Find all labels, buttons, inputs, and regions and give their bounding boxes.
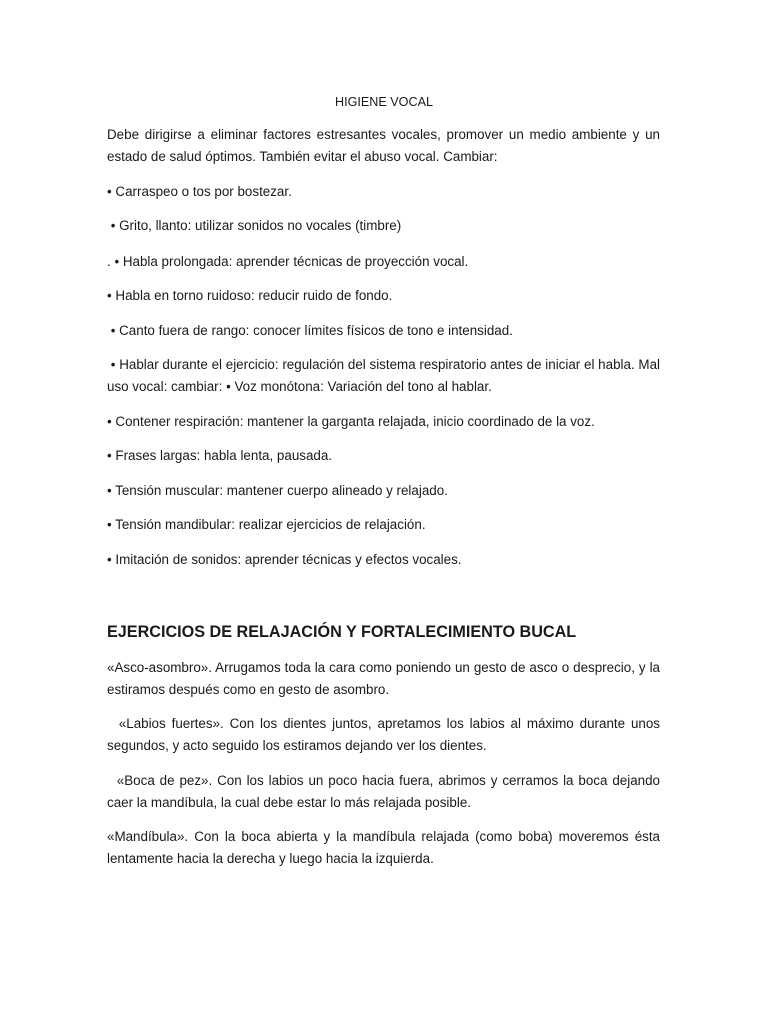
list-item: • Hablar durante el ejercicio: regulación del sistema respiratorio antes de iniciar el habla. Mal uso vocal: cambiar: • Voz monótona: Variación del tono al hablar. bbox=[107, 357, 664, 394]
list-item: • Tensión mandibular: realizar ejercicios de relajación. bbox=[107, 517, 426, 532]
document-title: HIGIENE VOCAL bbox=[335, 95, 433, 109]
section-heading: EJERCICIOS DE RELAJACIÓN Y FORTALECIMIENTO BUCAL bbox=[107, 623, 577, 641]
intro-paragraph: Debe dirigirse a eliminar factores estresantes vocales, promover un medio ambiente y un estado de salud óptimos. También evitar el abuso vocal. Cambiar: bbox=[107, 127, 660, 164]
list-item: • Grito, llanto: utilizar sonidos no vocales (timbre) bbox=[107, 218, 402, 233]
list-item: • Canto fuera de rango: conocer límites físicos de tono e intensidad. bbox=[107, 323, 513, 338]
list-item: • Imitación de sonidos: aprender técnicas y efectos vocales. bbox=[107, 552, 462, 567]
list-item: • Habla en torno ruidoso: reducir ruido de fondo. bbox=[107, 288, 393, 303]
exercise-paragraph: «Labios fuertes». Con los dientes juntos, apretamos los labios al máximo durante unos segundos, y acto seguido los estiramos dejando ver los dientes. bbox=[107, 716, 664, 753]
list-item: . • Habla prolongada: aprender técnicas de proyección vocal. bbox=[107, 254, 469, 269]
exercise-paragraph: «Boca de pez». Con los labios un poco hacia fuera, abrimos y cerramos la boca dejando caer la mandíbula, la cual debe estar lo más relajada posible. bbox=[107, 773, 664, 810]
list-item: • Frases largas: habla lenta, pausada. bbox=[107, 448, 333, 463]
exercise-paragraph: «Mandíbula». Con la boca abierta y la mandíbula relajada (como boba) moveremos ésta lentamente hacia la derecha y luego hacia la izquierda. bbox=[107, 829, 660, 866]
list-item: • Tensión muscular: mantener cuerpo alineado y relajado. bbox=[107, 483, 448, 498]
list-item: • Contener respiración: mantener la garganta relajada, inicio coordinado de la voz. bbox=[107, 414, 595, 429]
exercise-paragraph: «Asco-asombro». Arrugamos toda la cara como poniendo un gesto de asco o desprecio, y la estiramos después como en gesto de asombro. bbox=[107, 660, 660, 697]
list-item: • Carraspeo o tos por bostezar. bbox=[107, 184, 292, 199]
